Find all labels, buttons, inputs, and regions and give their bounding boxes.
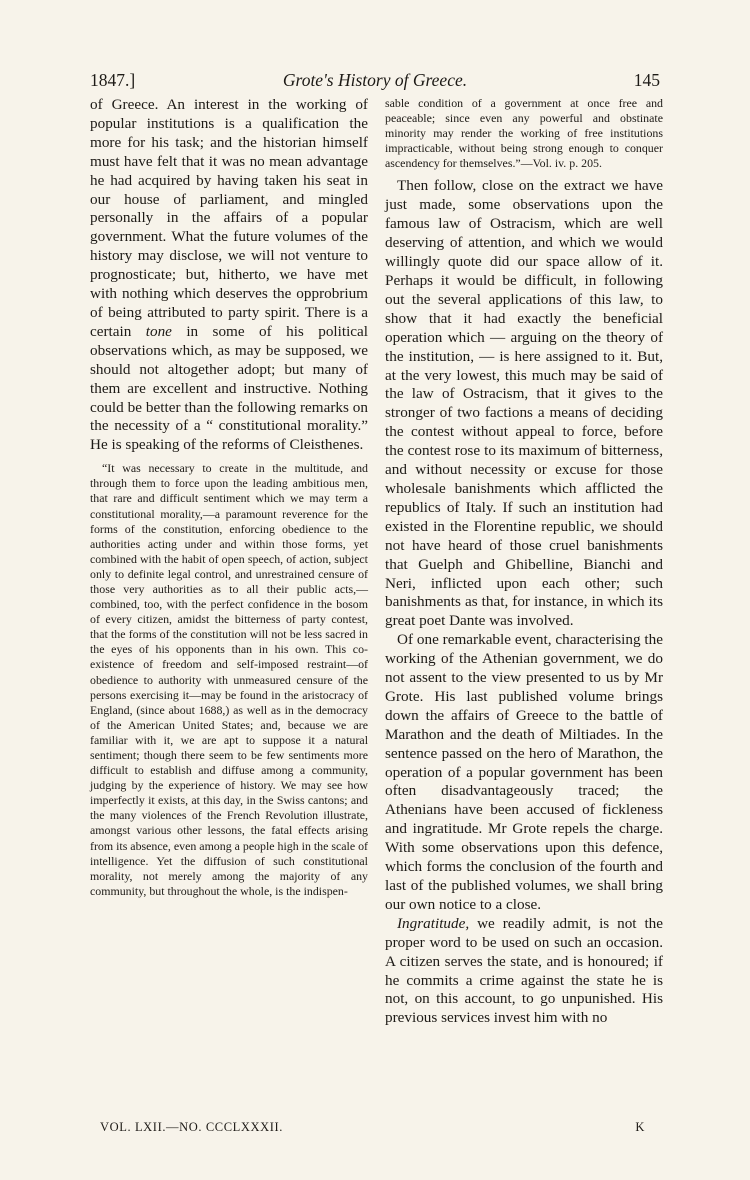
block-quote: “It was necessary to create in the multitude, and through them to force upon the leading ambitious men, that rare and difficult sentiment which we may term a constitutional morality,—a paramount reverence for the forms of the constitution, enforcing obedience to the authorities acting under and within those forms, yet combined with the habit of open speech, of action, subject only to definite legal control, and unrestrained censure of those very authorities as to all their public acts,—combined, too, with the perfect confidence in the bosom of every citizen, amidst the bitterness of party contest, that the forms of the constitution will not be less sacred in the eyes of his opponents than in his own. This co-existence of freedom and self-imposed restraint—of obedience to authority with unmeasured censure of the persons exercising it—may be found in the aristocracy of England, (since about 1688,) as well as in the democracy of the American United States; and, because we are familiar with it, we are apt to suppose it a natural sentiment; though there seem to be few sentiments more difficult to establish and diffuse among a community, judging by the experience of history. We may see how imperfectly it exists, at this day, in the Swiss cantons; and the many violences of the French Revolution illustrate, amongst various other lessons, the fatal effects arising from its absence, even among a people high in the scale of intelligence. Yet the diffusion of such constitutional morality, not merely among the majority of any community, but throughout the whole, is the indispen- — [90, 461, 369, 898]
body-paragraph — [90, 96, 368, 455]
emphasis-tone: tone — [145, 322, 172, 340]
left-column — [90, 96, 368, 899]
body-paragraph: Of one remarkable event, characterising the working of the Athenian government, we do not assent to the view presented to us by Mr Grote. His last published volume brings down the affairs of Greece to the battle of Marathon and the death of Miltiades. In the sentence passed on the hero of Marathon, the operation of a popular government has been often disadvantageously traced; the Athenians have been accused of fickleness and ingratitude. Mr Grote repels the charge. With some observations upon this defence, which forms the conclusion of the fourth and last of the published volumes, we shall bring our own notice to a close. — [385, 631, 663, 913]
body-paragraph: Then follow, close on the extract we have just made, some observations upon the famous law of Ostracism, which are well deserving of attention, and which we would willingly quote did our space allow of it. Perhaps it would be difficult, in following out the several applications of this law, to show that it had exactly the beneficial operation which — arguing on the theory of the institution, — is here assigned to it. But, at the very lowest, this much may be said of the law of Ostracism, that it gives to the stronger of two factions a means of deciding the contest without appeal to force, before the contest rose to its maximum of bitterness, and without necessity or excuse for those wholesale banishments which afflicted the republics of Italy. If such an institution had existed in the Florentine republic, we should not have heard of those cruel banishments that Guelph and Ghibelline, Bianchi and Neri, inflicted upon each other; such banishments as that, for instance, in which its great poet Dante was involved. — [385, 177, 663, 630]
header-year: 1847.] — [90, 70, 136, 90]
block-quote-continued: sable condition of a government at once free and peaceable; since even any powerful and obstinate minority may render the working of free institutions impracticable, without being strong enough to conquer ascendency for themselves.”—Vol. iv. p. 205. — [385, 96, 663, 171]
body-paragraph — [385, 915, 663, 1028]
page-footer — [100, 1120, 645, 1138]
emphasis-ingratitude: Ingratitude, — [397, 914, 470, 932]
volume-line: VOL. LXII.—NO. CCCLXXXII. — [100, 1120, 284, 1134]
signature-mark: K — [635, 1120, 645, 1134]
running-header — [90, 70, 660, 94]
right-column — [385, 96, 663, 1028]
running-title: Grote's History of Greece. — [282, 70, 468, 90]
paragraph-text: we readily admit, is not the proper word to be used on such an occasion. A citizen serves the state, and is honoured; if he commits a crime against the state he is not, on this account, to go unpunished. His previous services invest him with no — [385, 914, 663, 1027]
paragraph-text: of Greece. An interest in the working of popular institutions is a qualification the more for his task; and the historian himself must have felt that it was no mean advantage he had acquired by having taken his seat in our house of parliament, and mingled personally in the affairs of a popular government. What the future volumes of the history may disclose, we will not venture to prognosticate; but, hitherto, we have met with nothing which deserves the opprobrium of being attributed to party spirit. There is a certain — [90, 96, 368, 340]
paragraph-text: in some of his political observations which, as may be supposed, we should not altogether adopt; but many of them are excellent and instructive. Nothing could be better than the following remarks on the necessity of a “ constitutional morality.” He is speaking of the reforms of Cleisthenes. — [90, 322, 369, 454]
page-number: 145 — [633, 70, 660, 90]
